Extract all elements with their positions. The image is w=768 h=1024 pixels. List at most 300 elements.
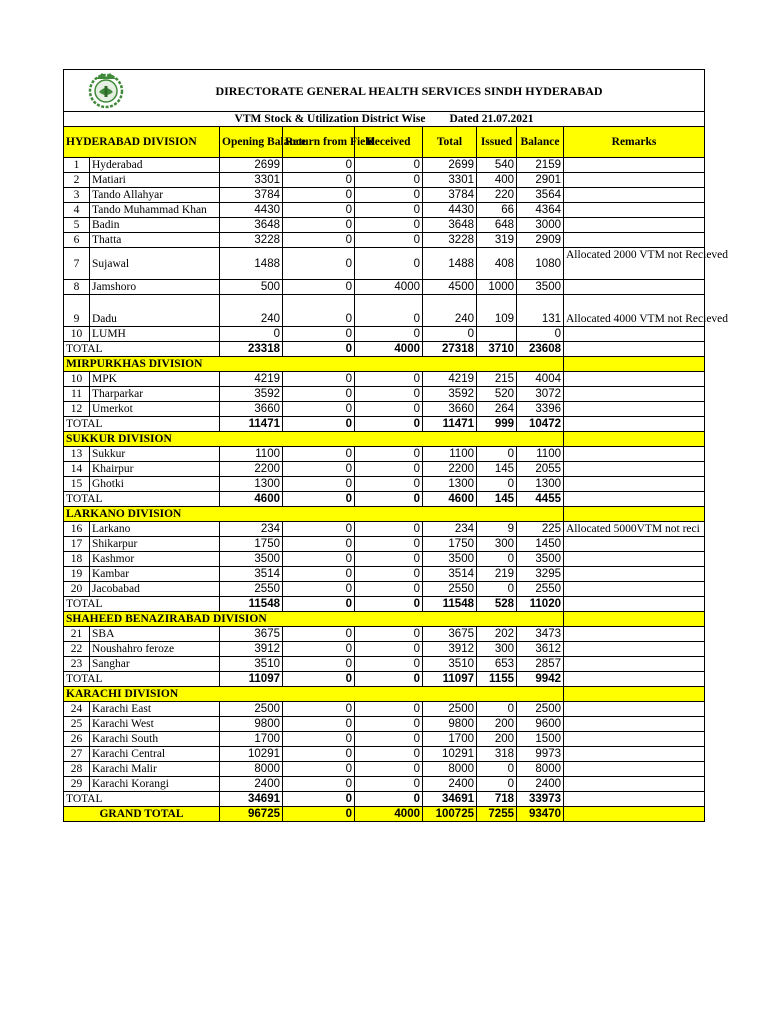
total-issued: 3710 <box>477 342 517 357</box>
serial-number: 15 <box>64 477 90 492</box>
cell-total: 1488 <box>423 248 477 280</box>
serial-number: 4 <box>64 203 90 218</box>
cell-total: 9800 <box>423 717 477 732</box>
grand-total-total: 100725 <box>423 807 477 822</box>
total-issued: 528 <box>477 597 517 612</box>
table-row <box>64 522 705 537</box>
cell-received: 0 <box>355 462 423 477</box>
cell-issued: 408 <box>477 248 517 280</box>
cell-opening: 3510 <box>220 657 283 672</box>
cell-issued: 66 <box>477 203 517 218</box>
division-header-row <box>64 432 705 447</box>
cell-opening: 3592 <box>220 387 283 402</box>
district-name: Tando Allahyar <box>90 188 220 203</box>
cell-opening: 4219 <box>220 372 283 387</box>
cell-opening: 240 <box>220 295 283 327</box>
total-total: 11548 <box>423 597 477 612</box>
table-row <box>64 402 705 417</box>
district-name: Karachi Korangi <box>90 777 220 792</box>
cell-issued: 0 <box>477 762 517 777</box>
cell-received: 0 <box>355 248 423 280</box>
table-row <box>64 477 705 492</box>
table-row <box>64 218 705 233</box>
total-issued: 999 <box>477 417 517 432</box>
cell-total: 10291 <box>423 747 477 762</box>
cell-opening: 3301 <box>220 173 283 188</box>
cell-return: 0 <box>283 447 355 462</box>
cell-balance: 3500 <box>517 552 564 567</box>
cell-received: 0 <box>355 702 423 717</box>
serial-number: 10 <box>64 327 90 342</box>
cell-balance: 9600 <box>517 717 564 732</box>
total-received: 0 <box>355 597 423 612</box>
cell-issued: 220 <box>477 188 517 203</box>
cell-balance: 2055 <box>517 462 564 477</box>
table-row <box>64 567 705 582</box>
total-return: 0 <box>283 342 355 357</box>
total-received: 0 <box>355 417 423 432</box>
grand-total-received: 4000 <box>355 807 423 822</box>
total-opening: 11548 <box>220 597 283 612</box>
column-header-balance: Balance <box>517 127 564 158</box>
cell-return: 0 <box>283 387 355 402</box>
district-name: Tharparkar <box>90 387 220 402</box>
district-name: Karachi South <box>90 732 220 747</box>
table-row <box>64 387 705 402</box>
table-row <box>64 203 705 218</box>
grand-total-opening: 96725 <box>220 807 283 822</box>
cell-return: 0 <box>283 248 355 280</box>
cell-return: 0 <box>283 657 355 672</box>
cell-total: 2400 <box>423 777 477 792</box>
total-received: 0 <box>355 672 423 687</box>
cell-received: 0 <box>355 552 423 567</box>
cell-return: 0 <box>283 777 355 792</box>
cell-remarks <box>564 173 705 188</box>
cell-return: 0 <box>283 747 355 762</box>
cell-total: 8000 <box>423 762 477 777</box>
cell-return: 0 <box>283 582 355 597</box>
cell-opening: 3648 <box>220 218 283 233</box>
district-name: Larkano <box>90 522 220 537</box>
district-name: Badin <box>90 218 220 233</box>
serial-number: 6 <box>64 233 90 248</box>
division-name: LARKANO DIVISION <box>64 507 564 522</box>
table-row <box>64 295 705 327</box>
column-header-received: Received <box>355 127 423 158</box>
serial-number: 14 <box>64 462 90 477</box>
cell-opening: 1750 <box>220 537 283 552</box>
cell-remarks <box>564 203 705 218</box>
cell-remarks <box>564 387 705 402</box>
cell-total: 3648 <box>423 218 477 233</box>
serial-number: 7 <box>64 248 90 280</box>
table-row <box>64 657 705 672</box>
cell-total: 2699 <box>423 158 477 173</box>
cell-remarks: Allocated 2000 VTM not Recieved <box>564 248 705 280</box>
cell-received: 0 <box>355 372 423 387</box>
table-row <box>64 582 705 597</box>
cell-balance: 225 <box>517 522 564 537</box>
division-total-row <box>64 672 705 687</box>
total-remarks-cell <box>564 672 705 687</box>
cell-balance: 1450 <box>517 537 564 552</box>
division-total-row <box>64 492 705 507</box>
cell-balance: 2901 <box>517 173 564 188</box>
cell-total: 0 <box>423 327 477 342</box>
table-row <box>64 537 705 552</box>
table-row <box>64 158 705 173</box>
cell-remarks <box>564 327 705 342</box>
cell-balance: 3000 <box>517 218 564 233</box>
cell-opening: 3784 <box>220 188 283 203</box>
cell-issued: 215 <box>477 372 517 387</box>
cell-return: 0 <box>283 762 355 777</box>
cell-issued: 318 <box>477 747 517 762</box>
division-total-row <box>64 597 705 612</box>
cell-return: 0 <box>283 642 355 657</box>
cell-issued: 264 <box>477 402 517 417</box>
total-remarks-cell <box>564 417 705 432</box>
cell-remarks <box>564 732 705 747</box>
document-subtitle: VTM Stock & Utilization District Wise <box>234 113 426 125</box>
district-name: Kambar <box>90 567 220 582</box>
table-row <box>64 372 705 387</box>
cell-issued: 145 <box>477 462 517 477</box>
cell-opening: 1700 <box>220 732 283 747</box>
cell-received: 0 <box>355 777 423 792</box>
cell-issued: 0 <box>477 702 517 717</box>
cell-return: 0 <box>283 280 355 295</box>
total-remarks-cell <box>564 792 705 807</box>
total-opening: 23318 <box>220 342 283 357</box>
cell-return: 0 <box>283 295 355 327</box>
cell-issued: 648 <box>477 218 517 233</box>
division-name: MIRPURKHAS DIVISION <box>64 357 564 372</box>
total-balance: 23608 <box>517 342 564 357</box>
cell-return: 0 <box>283 552 355 567</box>
cell-total: 1700 <box>423 732 477 747</box>
cell-remarks <box>564 447 705 462</box>
cell-remarks <box>564 477 705 492</box>
cell-received: 0 <box>355 188 423 203</box>
report-date: Dated 21.07.2021 <box>449 113 534 125</box>
cell-remarks <box>564 233 705 248</box>
cell-total: 3301 <box>423 173 477 188</box>
cell-remarks: Allocated 5000VTM not reci <box>564 522 705 537</box>
cell-return: 0 <box>283 522 355 537</box>
cell-remarks <box>564 537 705 552</box>
cell-total: 3675 <box>423 627 477 642</box>
serial-number: 2 <box>64 173 90 188</box>
column-header-remarks: Remarks <box>564 127 705 158</box>
table-body <box>64 70 729 822</box>
cell-issued: 0 <box>477 777 517 792</box>
cell-remarks <box>564 402 705 417</box>
district-name: Matiari <box>90 173 220 188</box>
serial-number: 18 <box>64 552 90 567</box>
table-row <box>64 762 705 777</box>
grand-total-label: GRAND TOTAL <box>64 807 220 822</box>
cell-remarks <box>564 567 705 582</box>
cell-opening: 1300 <box>220 477 283 492</box>
cell-balance: 3612 <box>517 642 564 657</box>
total-balance: 4455 <box>517 492 564 507</box>
cell-opening: 2500 <box>220 702 283 717</box>
total-total: 4600 <box>423 492 477 507</box>
cell-received: 0 <box>355 732 423 747</box>
cell-received: 0 <box>355 582 423 597</box>
serial-number: 12 <box>64 402 90 417</box>
cell-balance: 9973 <box>517 747 564 762</box>
subtitle-row <box>64 112 705 127</box>
table-row <box>64 627 705 642</box>
serial-number: 17 <box>64 537 90 552</box>
cell-issued: 319 <box>477 233 517 248</box>
cell-received: 0 <box>355 477 423 492</box>
cell-total: 4219 <box>423 372 477 387</box>
table-row <box>64 642 705 657</box>
total-balance: 11020 <box>517 597 564 612</box>
cell-remarks <box>564 372 705 387</box>
grand-total-row <box>64 807 705 822</box>
cell-opening: 3500 <box>220 552 283 567</box>
grand-total-balance: 93470 <box>517 807 564 822</box>
serial-number: 13 <box>64 447 90 462</box>
total-remarks-cell <box>564 492 705 507</box>
cell-issued <box>477 327 517 342</box>
cell-return: 0 <box>283 717 355 732</box>
district-name: Karachi West <box>90 717 220 732</box>
column-header-return: Return from Field <box>283 127 355 158</box>
cell-balance: 2400 <box>517 777 564 792</box>
cell-return: 0 <box>283 732 355 747</box>
cell-balance: 0 <box>517 327 564 342</box>
table-row <box>64 777 705 792</box>
district-name: Karachi East <box>90 702 220 717</box>
cell-total: 1750 <box>423 537 477 552</box>
district-name: Sukkur <box>90 447 220 462</box>
cell-opening: 4430 <box>220 203 283 218</box>
cell-balance: 2550 <box>517 582 564 597</box>
cell-remarks <box>564 582 705 597</box>
district-name: Sanghar <box>90 657 220 672</box>
division-header-remarks-cell <box>564 357 705 372</box>
cell-remarks <box>564 717 705 732</box>
serial-number: 3 <box>64 188 90 203</box>
cell-return: 0 <box>283 233 355 248</box>
cell-opening: 9800 <box>220 717 283 732</box>
division-name: SUKKUR DIVISION <box>64 432 564 447</box>
serial-number: 20 <box>64 582 90 597</box>
cell-total: 2200 <box>423 462 477 477</box>
cell-issued: 0 <box>477 582 517 597</box>
total-received: 0 <box>355 492 423 507</box>
cell-remarks <box>564 158 705 173</box>
table-row <box>64 717 705 732</box>
division-header-row <box>64 357 705 372</box>
cell-return: 0 <box>283 158 355 173</box>
cell-received: 0 <box>355 295 423 327</box>
table-row <box>64 233 705 248</box>
total-opening: 34691 <box>220 792 283 807</box>
district-name: Karachi Malir <box>90 762 220 777</box>
cell-return: 0 <box>283 567 355 582</box>
cell-remarks <box>564 777 705 792</box>
cell-balance: 3564 <box>517 188 564 203</box>
cell-balance: 2159 <box>517 158 564 173</box>
cell-received: 0 <box>355 402 423 417</box>
district-name: Noushahro feroze <box>90 642 220 657</box>
table-row <box>64 732 705 747</box>
cell-remarks <box>564 552 705 567</box>
total-label: TOTAL <box>64 342 220 357</box>
total-remarks-cell <box>564 597 705 612</box>
district-name: Thatta <box>90 233 220 248</box>
cell-received: 0 <box>355 447 423 462</box>
cell-issued: 200 <box>477 717 517 732</box>
cell-opening: 2699 <box>220 158 283 173</box>
total-total: 34691 <box>423 792 477 807</box>
district-name: MPK <box>90 372 220 387</box>
serial-number: 5 <box>64 218 90 233</box>
cell-balance: 2857 <box>517 657 564 672</box>
district-name: LUMH <box>90 327 220 342</box>
district-name: Shikarpur <box>90 537 220 552</box>
district-name: Karachi Central <box>90 747 220 762</box>
cell-opening: 500 <box>220 280 283 295</box>
table-row <box>64 173 705 188</box>
serial-number: 22 <box>64 642 90 657</box>
total-return: 0 <box>283 792 355 807</box>
cell-opening: 234 <box>220 522 283 537</box>
cell-balance: 8000 <box>517 762 564 777</box>
serial-number: 21 <box>64 627 90 642</box>
subtitle-cell <box>64 112 705 127</box>
table-row <box>64 447 705 462</box>
table-row <box>64 462 705 477</box>
cell-remarks <box>564 218 705 233</box>
district-name: SBA <box>90 627 220 642</box>
serial-number: 25 <box>64 717 90 732</box>
cell-issued: 0 <box>477 477 517 492</box>
total-issued: 1155 <box>477 672 517 687</box>
cell-remarks <box>564 762 705 777</box>
title-cell <box>64 70 705 112</box>
cell-total: 4430 <box>423 203 477 218</box>
total-opening: 11471 <box>220 417 283 432</box>
table-row <box>64 327 705 342</box>
cell-issued: 200 <box>477 732 517 747</box>
cell-return: 0 <box>283 188 355 203</box>
total-balance: 9942 <box>517 672 564 687</box>
cell-opening: 0 <box>220 327 283 342</box>
total-remarks-cell <box>564 342 705 357</box>
cell-balance: 1100 <box>517 447 564 462</box>
cell-total: 2500 <box>423 702 477 717</box>
division-name: HYDERABAD DIVISION <box>64 127 220 158</box>
total-label: TOTAL <box>64 492 220 507</box>
cell-opening: 2400 <box>220 777 283 792</box>
district-name: Jamshoro <box>90 280 220 295</box>
cell-opening: 10291 <box>220 747 283 762</box>
cell-issued: 1000 <box>477 280 517 295</box>
cell-total: 2550 <box>423 582 477 597</box>
serial-number: 8 <box>64 280 90 295</box>
cell-received: 0 <box>355 158 423 173</box>
cell-return: 0 <box>283 537 355 552</box>
table-row <box>64 280 705 295</box>
cell-received: 0 <box>355 233 423 248</box>
total-opening: 11097 <box>220 672 283 687</box>
total-label: TOTAL <box>64 597 220 612</box>
cell-total: 3228 <box>423 233 477 248</box>
cell-total: 3514 <box>423 567 477 582</box>
cell-remarks <box>564 462 705 477</box>
total-return: 0 <box>283 492 355 507</box>
cell-balance: 1500 <box>517 732 564 747</box>
cell-issued: 109 <box>477 295 517 327</box>
vtm-stock-table <box>63 69 729 822</box>
district-name: Ghotki <box>90 477 220 492</box>
cell-remarks: Allocated 4000 VTM not Recieved <box>564 295 705 327</box>
document-title: DIRECTORATE GENERAL HEALTH SERVICES SINDH HYDERABAD <box>215 83 603 98</box>
district-name: Tando Muhammad Khan <box>90 203 220 218</box>
division-header-row <box>64 612 705 627</box>
cell-remarks <box>564 627 705 642</box>
cell-return: 0 <box>283 203 355 218</box>
division-header-remarks-cell <box>564 507 705 522</box>
total-return: 0 <box>283 672 355 687</box>
grand-total-remarks-cell <box>564 807 705 822</box>
division-header-row <box>64 687 705 702</box>
cell-return: 0 <box>283 372 355 387</box>
division-header-row <box>64 507 705 522</box>
total-label: TOTAL <box>64 792 220 807</box>
cell-opening: 2550 <box>220 582 283 597</box>
serial-number: 26 <box>64 732 90 747</box>
district-name: Hyderabad <box>90 158 220 173</box>
cell-received: 0 <box>355 642 423 657</box>
cell-issued: 202 <box>477 627 517 642</box>
cell-balance: 1300 <box>517 477 564 492</box>
serial-number: 10 <box>64 372 90 387</box>
cell-total: 3912 <box>423 642 477 657</box>
division-total-row <box>64 342 705 357</box>
table-row <box>64 188 705 203</box>
cell-opening: 3675 <box>220 627 283 642</box>
cell-return: 0 <box>283 702 355 717</box>
division-header-remarks-cell <box>564 612 705 627</box>
serial-number: 23 <box>64 657 90 672</box>
serial-number: 16 <box>64 522 90 537</box>
total-label: TOTAL <box>64 417 220 432</box>
cell-received: 0 <box>355 627 423 642</box>
cell-received: 0 <box>355 203 423 218</box>
table-row <box>64 248 705 280</box>
cell-remarks <box>564 188 705 203</box>
serial-number: 28 <box>64 762 90 777</box>
cell-return: 0 <box>283 327 355 342</box>
total-return: 0 <box>283 597 355 612</box>
serial-number: 1 <box>64 158 90 173</box>
cell-balance: 1080 <box>517 248 564 280</box>
title-row <box>64 70 705 112</box>
cell-balance: 4364 <box>517 203 564 218</box>
grand-total-issued: 7255 <box>477 807 517 822</box>
serial-number: 11 <box>64 387 90 402</box>
grand-total-return: 0 <box>283 807 355 822</box>
